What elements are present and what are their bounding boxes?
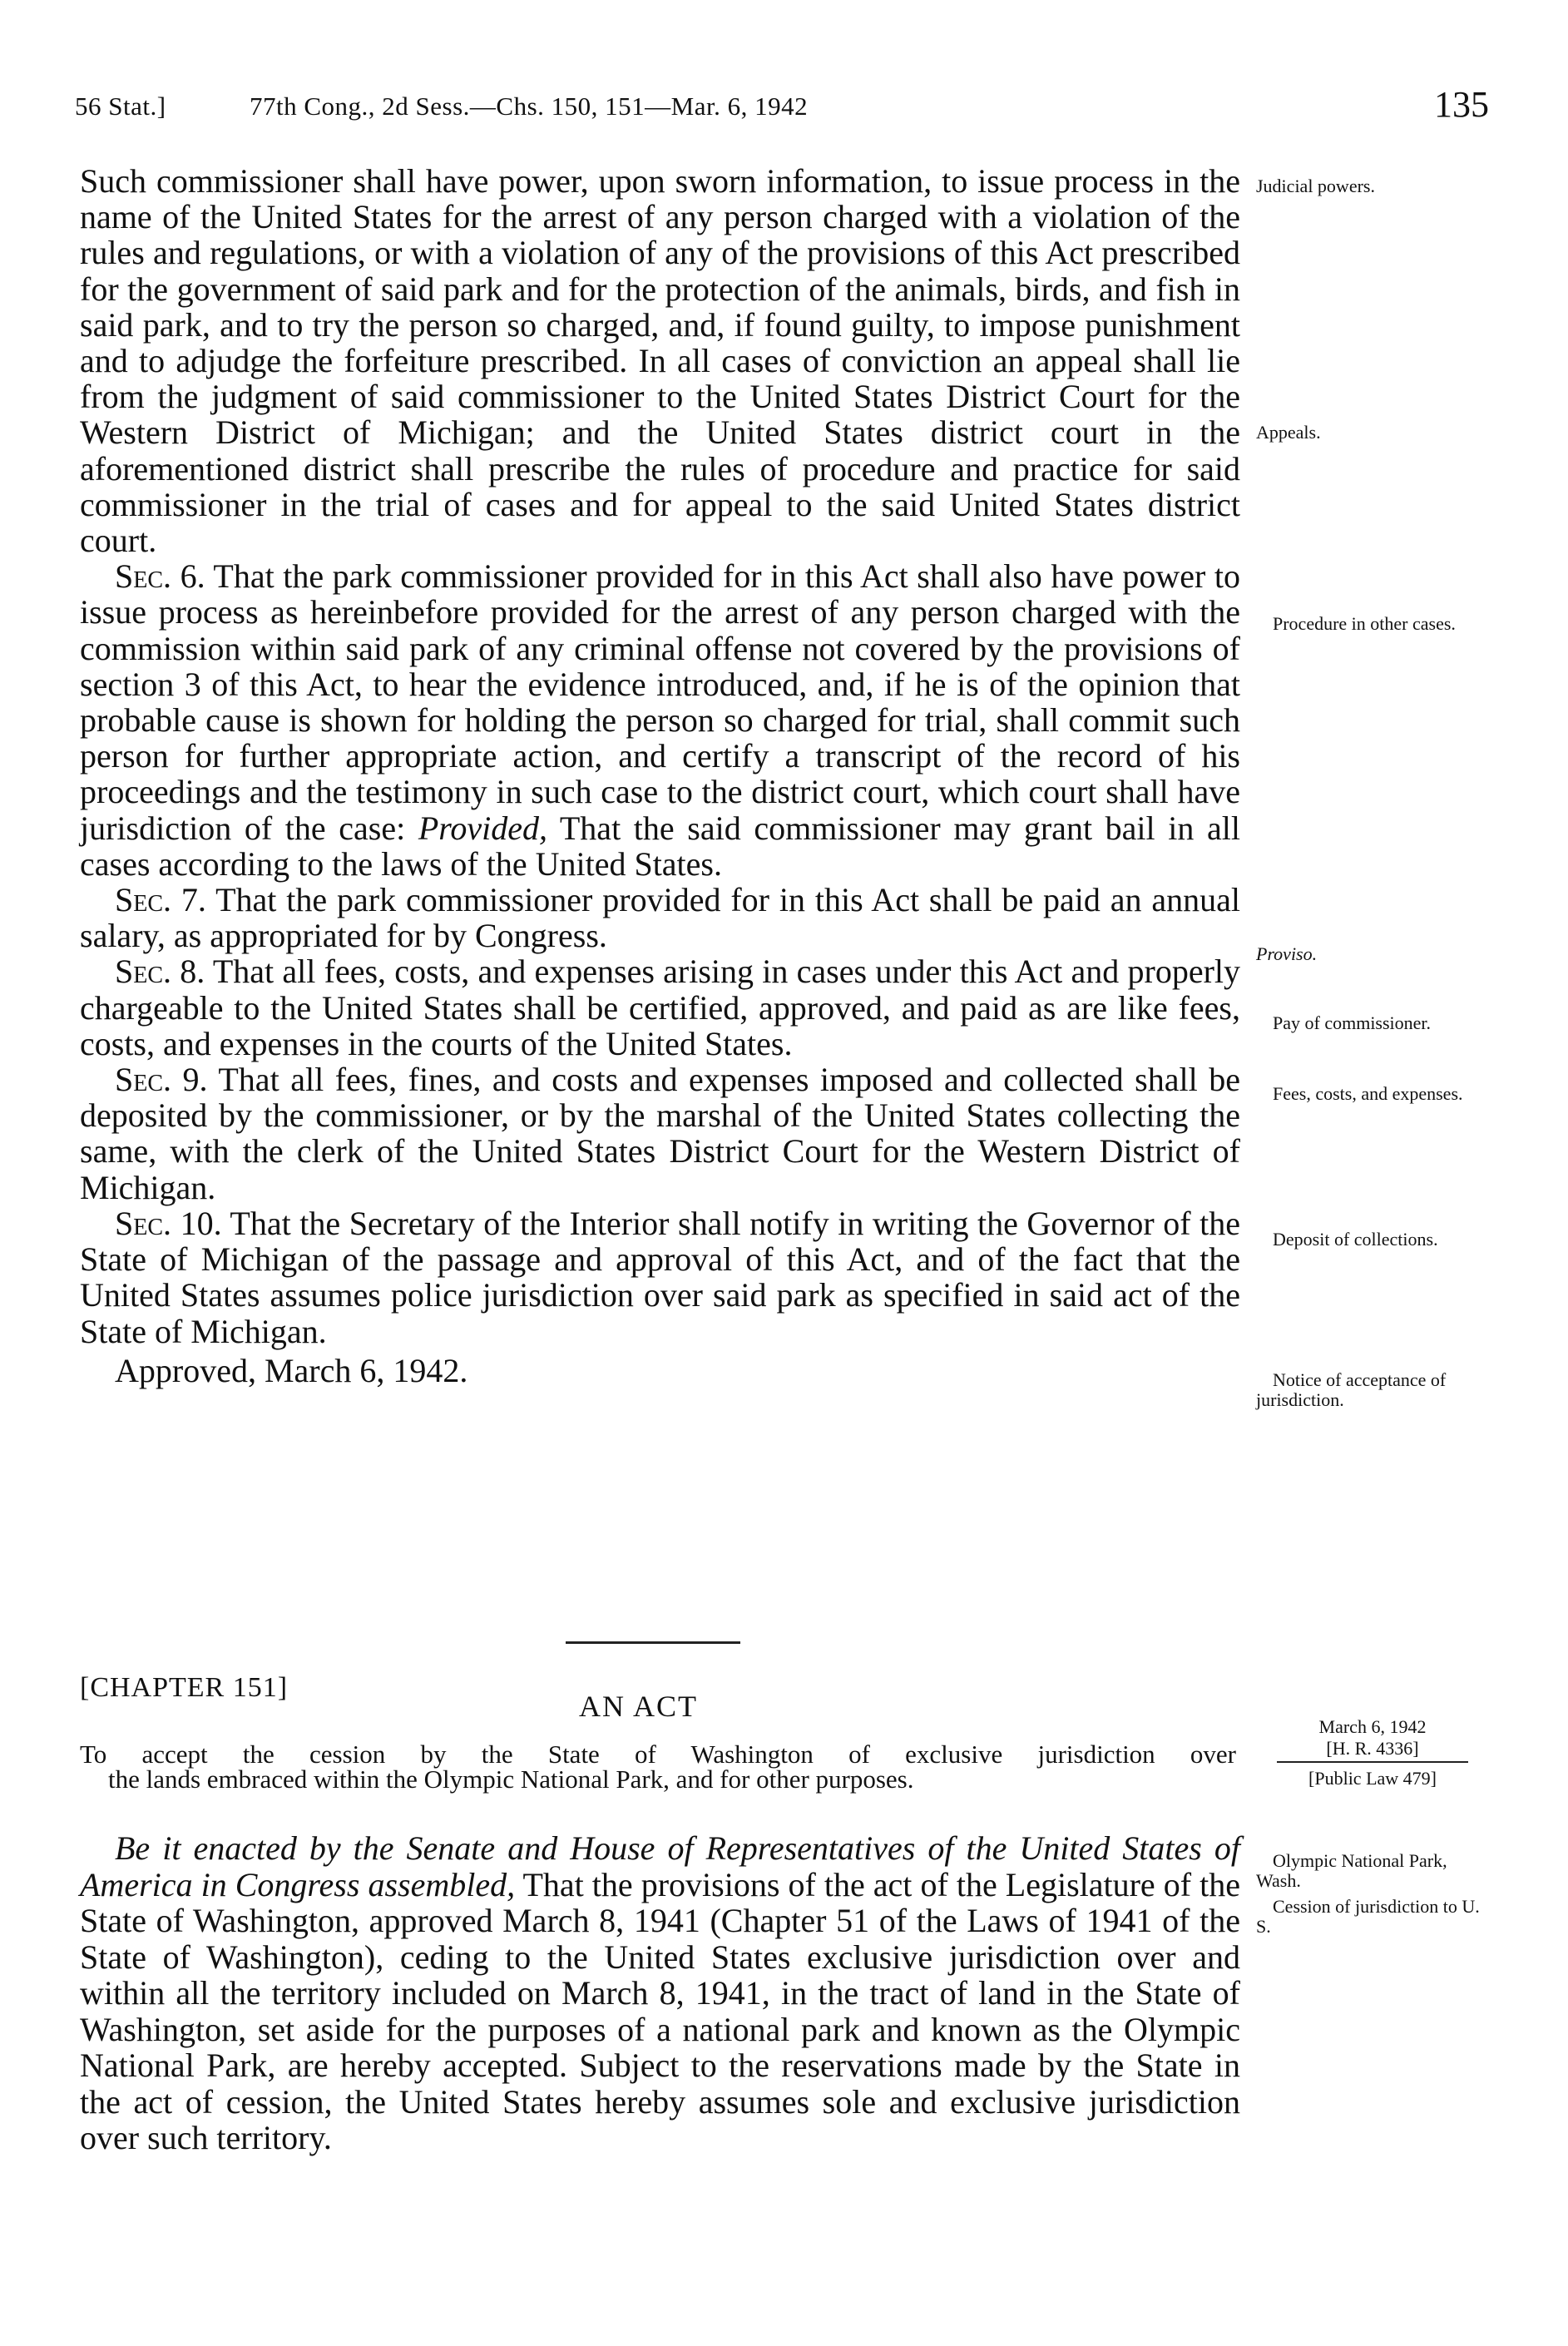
enacting-clause: Be it enacted by the Senate and House of Representatives of the United States of America in Congress assembled, (80, 1829, 1240, 1903)
proviso-word: Provided, (418, 809, 547, 847)
margin-note-cession: Cession of jurisdiction to U. S. (1256, 1896, 1480, 1937)
section-10-text: That the Secretary of the Interior shall notify in writing the Governor of the State of Michigan of the passage and approval of this Act, and of the fact that the United States assumes police jurisdiction over said park as specified in said act of the State of Michigan. (80, 1204, 1241, 1350)
section-7-label: Sec. 7. (115, 881, 206, 919)
act-long-title (80, 1742, 1236, 1792)
margin-note-fees: Fees, costs, and expenses. (1273, 1083, 1463, 1104)
section-6 (80, 558, 1240, 882)
margin-note-appeals: Appeals. (1256, 422, 1321, 443)
section-7 (80, 882, 1240, 953)
margin-note-procedure: Procedure in other cases. (1273, 613, 1456, 634)
chapter-number: [CHAPTER 151] (80, 1672, 289, 1703)
congress-session: 77th Cong., 2d Sess.—Chs. 150, 151—Mar. 6, 1942 (250, 92, 809, 121)
section-10 (80, 1205, 1240, 1349)
margin-note-pay: Pay of commissioner. (1273, 1012, 1432, 1033)
margin-note-olympic: Olympic National Park, Wash. (1256, 1850, 1447, 1891)
section-divider (566, 1641, 740, 1644)
running-header (75, 83, 1489, 133)
chapter-151-text (80, 1830, 1240, 2156)
proviso-text: That the said commissioner may grant bail in all cases according to the laws of the United States. (80, 809, 1240, 883)
section-9-label: Sec. 9. (115, 1061, 208, 1099)
long-title-line-2: the lands embraced within the Olympic National Park, and for other purposes. (108, 1764, 914, 1794)
enacting-paragraph (80, 1830, 1240, 2156)
margin-note-judicial-powers: Judicial powers. (1256, 176, 1375, 196)
bill-number: [H. R. 4336] (1326, 1738, 1419, 1759)
long-title-line-1: To accept the cession by the State of Washington of exclusive jurisdiction over (80, 1740, 1236, 1769)
section-10-label: Sec. 10. (115, 1204, 222, 1242)
statute-volume: 56 Stat.] (75, 92, 166, 121)
act-date: March 6, 1942 (1318, 1716, 1427, 1737)
public-law-number: [Public Law 479] (1308, 1768, 1437, 1789)
section-6-text: That the park commissioner provided for in this Act shall also have power to issue process as hereinbefore provided for the arrest of any person charged with the commission within said park of any criminal offense not covered by the provisions of section 3 of this Act, to hear the evidence introduced, and, if he is of the opinion that probable cause is shown for holding the person so charged for trial, shall commit such person for further appropriate action, and certify a transcript of the record of his proceedings and the testimony in such case to the district court, which court shall have jurisdiction of the case: (80, 557, 1241, 847)
section-8-text: That all fees, costs, and expenses arising in cases under this Act and properly chargeable to the United States shall be certified, approved, and paid as are like fees, costs, and expenses in the courts of the United States. (80, 953, 1241, 1062)
section-8-label: Sec. 8. (115, 953, 205, 991)
page-number: 135 (1434, 84, 1489, 125)
act-date-block (1277, 1716, 1468, 1789)
chapter-150-text (80, 163, 1240, 1388)
enacting-text: That the provisions of the act of the Legislature of the State of Washington, approved March 8, 1941 (Chapter 51 of the Laws of 1941 of the State of Washington), ceding to the United States exclusive jurisdiction over and within all the territory included on March 8, 1941, in the tract of land in the State of Washington, set aside for the purposes of a national park and known as the Olympic National Park, are hereby accepted. Subject to the reservations made by the State in the act of cession, the United States hereby assumes sole and exclusive jurisdiction over such territory. (80, 1865, 1240, 2156)
section-8 (80, 953, 1240, 1062)
section-7-text: That the park commissioner provided for in this Act shall be paid an annual salary, as appropriated for by Congress. (80, 881, 1241, 955)
section-9-text: That all fees, fines, and costs and expenses imposed and collected shall be deposited by the commissioner, or by the marshal of the United States collecting the same, with the clerk of the United States District Court for the Western District of Michigan. (80, 1061, 1240, 1206)
paragraph-judicial-powers: Such commissioner shall have power, upon sworn information, to issue process in the name of the United States for the arrest of any person charged with a violation of the rules and regulations, or with a violation of any of the provisions of this Act prescribed for the government of said park and for the protection of the animals, birds, and fish in said park, and to try the person so charged, and, if found guilty, to impose punishment and to adjudge the forfeiture prescribed. In all cases of conviction an appeal shall lie from the judgment of said commissioner to the United States District Court for the Western District of Michigan; and the United States district court in the aforementioned district shall prescribe the rules of procedure and practice for said commissioner in the trial of cases and for appeal to the said United States district court. (80, 162, 1240, 560)
margin-note-deposit: Deposit of collections. (1273, 1229, 1438, 1250)
margin-note-notice: Notice of acceptance of jurisdiction. (1256, 1369, 1447, 1410)
section-6-label: Sec. 6. (115, 557, 205, 596)
act-heading: AN ACT (579, 1690, 699, 1723)
date-rule (1277, 1761, 1468, 1763)
margin-note-proviso: Proviso. (1256, 943, 1318, 964)
approval-date: Approved, March 6, 1942. (115, 1351, 468, 1389)
section-9 (80, 1062, 1240, 1205)
